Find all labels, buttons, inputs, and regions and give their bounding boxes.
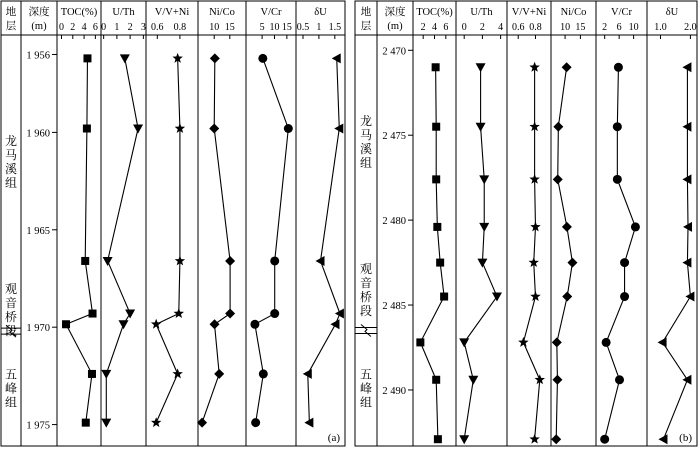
data-point-marker: [658, 434, 667, 444]
data-point-marker: [210, 53, 220, 63]
axis-tick-label: 0.8: [173, 22, 187, 33]
data-point-marker: [332, 53, 341, 63]
data-point-marker: [88, 370, 96, 378]
data-point-marker: [197, 418, 207, 428]
series-column: [459, 7, 503, 444]
data-point-marker: [416, 338, 424, 346]
data-point-marker: [600, 435, 609, 444]
data-point-marker: [553, 174, 563, 184]
data-point-marker: [682, 258, 691, 268]
data-point-marker: [270, 256, 279, 265]
axis-tick-label: 0.8: [529, 22, 542, 33]
stratum-label-char: 溪: [4, 162, 18, 177]
axis-tick-label: 1.0: [654, 22, 667, 33]
series-column: [59, 7, 98, 427]
axis-tick-label: 2: [420, 22, 426, 33]
series-column: [197, 7, 235, 428]
stratum-label-char: 峰: [359, 381, 373, 396]
data-point-marker: [436, 259, 444, 267]
series-line: [663, 67, 691, 439]
series-column: [297, 7, 344, 428]
stratum-label-char: 音: [4, 296, 18, 311]
strata-header-char-2: 层: [360, 21, 372, 32]
data-point-marker: [214, 369, 224, 379]
axis-tick-label: 1.5: [328, 22, 342, 33]
data-point-marker: [434, 435, 442, 443]
axis-tick-label: 10: [269, 22, 280, 33]
data-point-marker: [433, 223, 441, 231]
series-line: [255, 58, 288, 422]
data-point-marker: [432, 123, 440, 131]
data-point-marker: [529, 434, 539, 444]
data-point-marker: [614, 63, 623, 72]
data-point-marker: [552, 375, 562, 385]
data-point-marker: [620, 292, 629, 301]
series-title: V/Cr: [611, 7, 632, 18]
axis-tick-label: 1: [114, 22, 120, 33]
series-line: [156, 58, 180, 422]
stratum-label-char: 溪: [359, 141, 373, 156]
data-point-marker: [658, 337, 667, 347]
series-line: [308, 58, 340, 422]
data-point-marker: [151, 319, 161, 329]
axis-tick-label: 3: [140, 22, 146, 33]
data-point-marker: [613, 175, 622, 184]
axis-tick-label: 4: [81, 22, 87, 33]
axis-tick-label: 2: [602, 22, 608, 33]
data-point-marker: [432, 63, 440, 71]
axis-tick-label: 4: [432, 22, 437, 33]
series-column: [416, 7, 453, 443]
stratum-label-char: 桥: [359, 289, 373, 304]
stratum-label-char: 五: [4, 367, 18, 382]
axis-tick-label: 6: [443, 22, 449, 33]
data-point-marker: [316, 256, 325, 266]
data-point-marker: [562, 62, 572, 72]
depth-header: 深度: [28, 7, 50, 18]
series-title: V/Cr: [260, 7, 282, 18]
strata-header-char-1: 地: [5, 7, 17, 18]
data-point-marker: [172, 368, 182, 378]
data-point-marker: [492, 293, 502, 302]
stratum-label-char: 五: [359, 367, 373, 382]
axis-tick-label: 0.6: [511, 22, 525, 33]
data-point-marker: [250, 320, 259, 329]
series-title: Ni/Co: [560, 7, 587, 18]
axis-tick-label: 4: [498, 22, 504, 33]
data-point-marker: [440, 293, 448, 301]
data-point-marker: [251, 418, 260, 427]
stratum-label-char: 组: [359, 395, 373, 410]
data-point-marker: [101, 370, 111, 379]
depth-header: 深度: [384, 7, 406, 18]
data-point-marker: [432, 376, 440, 384]
data-point-marker: [258, 54, 267, 63]
data-point-marker: [120, 54, 130, 63]
depth-tick-label: 2 470: [382, 46, 406, 58]
data-point-marker: [174, 308, 184, 318]
stratum-label-char: 组: [4, 395, 18, 410]
axis-tick-label: 15: [281, 22, 292, 33]
data-point-marker: [83, 54, 91, 62]
axis-tick-label: 5: [259, 22, 265, 33]
data-point-marker: [552, 337, 562, 347]
data-point-marker: [82, 419, 90, 427]
depth-tick-label: 1 960: [26, 128, 50, 140]
axis-tick-label: 0: [101, 22, 107, 33]
data-point-marker: [125, 310, 135, 319]
stratum-label-char: 桥: [4, 310, 18, 325]
data-point-marker: [682, 375, 691, 385]
series-column: [250, 7, 292, 427]
axis-tick-label: 0: [59, 22, 65, 33]
axis-tick-label: 2: [479, 22, 485, 33]
series-column: [101, 7, 146, 428]
series-line: [202, 58, 230, 422]
depth-unit: (m): [31, 21, 47, 32]
panel-a: [1, 1, 345, 446]
data-point-marker: [83, 124, 91, 132]
stratum-label-char: 段: [4, 324, 18, 339]
series-column: [654, 7, 696, 444]
axis-tick-label: 2: [127, 22, 133, 33]
axis-tick-label: 15: [575, 22, 586, 33]
panel-b: [355, 1, 697, 446]
depth-tick-label: 1 975: [26, 420, 50, 432]
data-point-marker: [225, 309, 235, 319]
series-title: TOC(%): [416, 7, 453, 18]
series-column: [551, 7, 586, 444]
data-point-marker: [432, 175, 440, 183]
series-title: δU: [314, 7, 327, 18]
series-column: [512, 7, 547, 444]
stratum-label-char: 观: [359, 261, 373, 276]
stratum-label-char: 组: [359, 155, 373, 170]
data-point-marker: [479, 223, 489, 232]
axis-tick-label: 0.6: [151, 22, 164, 33]
panel-frame: [355, 1, 697, 446]
data-point-marker: [613, 122, 622, 131]
series-title: V/V+Ni: [154, 7, 190, 18]
data-point-marker: [103, 257, 113, 266]
data-point-marker: [330, 319, 339, 329]
axis-tick-label: 2: [70, 22, 76, 33]
data-point-marker: [476, 63, 486, 72]
data-point-marker: [620, 258, 629, 267]
stratum-label-char: 马: [4, 148, 18, 163]
data-point-marker: [210, 319, 220, 329]
data-point-marker: [479, 175, 489, 184]
stratum-label-char: 观: [4, 282, 18, 297]
data-point-marker: [631, 222, 640, 231]
data-point-marker: [270, 309, 279, 318]
data-point-marker: [459, 338, 469, 347]
depth-unit: (m): [387, 21, 403, 32]
depth-tick-label: 1 956: [26, 50, 50, 62]
data-point-marker: [602, 338, 611, 347]
data-point-marker: [335, 309, 344, 319]
data-point-marker: [615, 375, 624, 384]
series-title: Ni/Co: [209, 7, 235, 18]
axis-tick-label: 10: [560, 22, 571, 33]
data-point-marker: [518, 337, 528, 347]
series-line: [106, 58, 138, 422]
data-point-marker: [151, 417, 161, 427]
stratum-label-char: 组: [4, 176, 18, 191]
depth-tick-label: 2 485: [382, 301, 406, 313]
data-point-marker: [284, 124, 293, 133]
axis-tick-label: 6: [92, 22, 98, 33]
stratum-label-char: 峰: [4, 381, 18, 396]
data-point-marker: [62, 320, 70, 328]
panel-label: (b): [679, 432, 692, 444]
series-line: [66, 58, 93, 422]
data-point-marker: [89, 310, 97, 318]
data-point-marker: [209, 123, 219, 133]
axis-tick-label: 10: [209, 22, 220, 33]
stratum-label-char: 龙: [359, 113, 373, 128]
series-title: δU: [665, 7, 679, 18]
axis-tick-label: 0.5: [296, 22, 310, 33]
data-point-marker: [477, 259, 487, 268]
stratum-label-char: 音: [359, 275, 373, 290]
axis-tick-label: 6: [616, 22, 622, 33]
depth-tick-label: 2 490: [382, 385, 406, 397]
strata-header-char-1: 地: [360, 7, 372, 18]
depth-tick-label: 2 475: [382, 131, 406, 143]
series-column: [151, 7, 189, 427]
axis-tick-label: 15: [224, 22, 235, 33]
axis-tick-label: 2.0: [684, 22, 697, 33]
data-point-marker: [562, 222, 572, 232]
data-point-marker: [101, 419, 111, 428]
data-point-marker: [553, 122, 563, 132]
unconformity-symbol: [361, 325, 371, 337]
axis-tick-label: 0: [461, 22, 467, 33]
data-point-marker: [476, 123, 486, 132]
data-point-marker: [551, 434, 561, 444]
series-title: V/V+Ni: [511, 7, 547, 18]
data-point-marker: [133, 124, 143, 133]
panel-frame: [1, 1, 345, 446]
depth-tick-label: 1 965: [26, 225, 50, 237]
stratum-label-char: 段: [359, 303, 373, 318]
data-point-marker: [303, 369, 312, 379]
depth-tick-label: 1 970: [26, 323, 50, 335]
data-point-marker: [81, 257, 89, 265]
axis-tick-label: 10: [628, 22, 639, 33]
stratum-label-char: 马: [359, 127, 373, 142]
data-point-marker: [259, 369, 268, 378]
strata-header-char-2: 层: [5, 21, 17, 32]
data-point-marker: [530, 291, 540, 301]
series-title: U/Th: [112, 7, 135, 18]
panel-label: (a): [327, 432, 340, 444]
data-point-marker: [225, 256, 235, 266]
axis-tick-label: 1: [316, 22, 322, 33]
series-title: TOC(%): [60, 7, 98, 18]
series-column: [600, 7, 640, 444]
data-point-marker: [567, 258, 577, 268]
data-point-marker: [468, 376, 478, 385]
stratum-label-char: 龙: [4, 134, 18, 149]
data-point-marker: [119, 320, 129, 329]
depth-tick-label: 2 480: [382, 216, 406, 228]
series-title: U/Th: [470, 7, 493, 18]
data-point-marker: [459, 435, 469, 444]
data-point-marker: [562, 292, 572, 302]
